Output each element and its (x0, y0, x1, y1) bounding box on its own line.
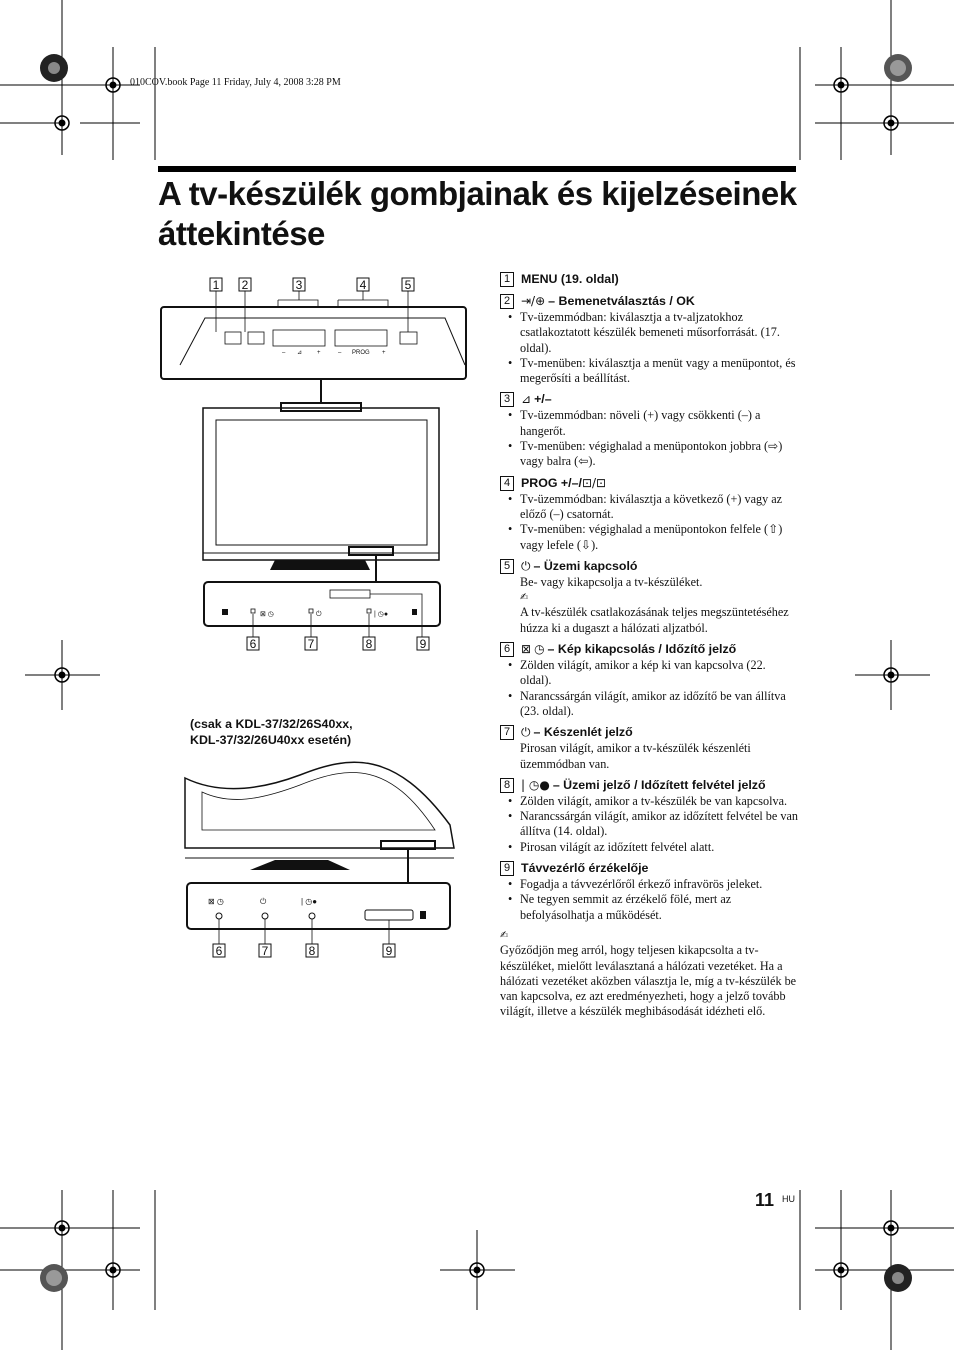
callout-9 (417, 637, 429, 651)
item-9: 9 Távvezérlő érzékelője • Fogadja a távvezérlőről érkező infravörös jeleket. • Ne tegyen semmit az érzékelő fölé, mert az befolyásolhatja a működését. (500, 860, 800, 923)
volume-icon: ⊿ (521, 392, 532, 407)
item-8: 8 | ◷● – Üzemi jelző / Időzített felvétel jelző • Zölden világít, amikor a tv-készülék be van kapcsolva. • Narancssárgán világít, amikor az időzített felvétel be van állítva (14. oldal). • Pirosan világít az időzített felvétel alatt. (500, 777, 800, 855)
svg-text:7: 7 (261, 944, 269, 958)
channel-up-down-icon: ⊡/⊡ (581, 475, 607, 490)
input-ok-icon: ⇥/⊕ (521, 294, 546, 308)
rec-icon: | ◷● (521, 777, 550, 792)
svg-text:⊿: ⊿ (297, 350, 303, 356)
svg-text:9: 9 (385, 944, 393, 958)
note-pencil-icon: ✍ (520, 592, 529, 604)
item-2: 2 ⇥/⊕ – Bemenetválasztás / OK • Tv-üzemmódban: kiválasztja a tv-aljzatokhoz csatlakoztatott készülék bemeneti műsorforrását. (17. oldal). • Tv-menüben: kiválasztja a menüt vagy a menüpontot, és megerősíti a beállítást. (500, 293, 800, 386)
callout-7b (259, 944, 271, 958)
power-icon: ⏻ (521, 558, 531, 573)
item-list (500, 271, 800, 1020)
callout-6b (213, 944, 225, 958)
book-header: 010COV.book Page 11 Friday, July 4, 2008 3:28 PM (130, 77, 341, 88)
svg-text:2: 2 (241, 278, 249, 292)
title-rule (158, 166, 796, 172)
callout-3 (293, 278, 305, 292)
svg-text:9: 9 (419, 637, 427, 651)
callout-2 (239, 278, 251, 292)
title-line-1: A tv-készülék gombjainak és kijelzéseinek (158, 175, 797, 212)
svg-text:PROG: PROG (352, 350, 370, 356)
item-5: 5 ⏻ – Üzemi kapcsoló Be- vagy kikapcsolja a tv-készüléket. ✍ A tv-készülék csatlakozásának teljes megszüntetéséhez húzza ki a dugaszt a hálózati aljzatból. (500, 558, 800, 636)
standby-icon: ⏻ (521, 725, 531, 740)
callout-1 (210, 278, 222, 292)
item-4: 4 PROG +/–/ ⊡/⊡ • Tv-üzemmódban: kiválasztja a következő (+) vagy az előző (–) csatornát. • Tv-menüben: végighalad a menüpontokon felfele (⇧) vagy lefele (⇩). (500, 475, 800, 553)
svg-text:7: 7 (307, 637, 315, 651)
svg-text:1: 1 (212, 278, 220, 292)
svg-text:8: 8 (308, 944, 316, 958)
svg-text:5: 5 (404, 278, 412, 292)
svg-text:| ◷●: | ◷● (301, 897, 318, 906)
callout-6 (247, 637, 259, 651)
callout-5 (402, 278, 414, 292)
svg-text:–: – (338, 350, 342, 356)
svg-text:+: + (317, 350, 321, 356)
svg-text:4: 4 (359, 278, 367, 292)
item-7: 7 ⏻ – Készenlét jelző Pirosan világít, amikor a tv-készülék készenléti üzemmódban van. (500, 724, 800, 772)
svg-text:6: 6 (215, 944, 223, 958)
callout-4 (357, 278, 369, 292)
note-pencil-icon-2: ✍ (500, 929, 509, 941)
svg-text:3: 3 (295, 278, 303, 292)
svg-text:+: + (382, 350, 386, 356)
tv-diagram (150, 270, 470, 970)
svg-text:⏻: ⏻ (316, 611, 322, 618)
svg-text:⊠ ◷: ⊠ ◷ (260, 611, 274, 618)
page-number: 11 (755, 1190, 775, 1210)
model-caption: (csak a KDL-37/32/26S40xx, KDL-37/32/26U40xx esetén) (190, 717, 353, 747)
callout-9b (383, 944, 395, 958)
svg-text:8: 8 (365, 637, 373, 651)
title-line-2: áttekintése (158, 215, 325, 252)
callout-8b (306, 944, 318, 958)
callout-7 (305, 637, 317, 651)
svg-text:6: 6 (249, 637, 257, 651)
item-3: 3 ⊿ +/– • Tv-üzemmódban: növeli (+) vagy csökkenti (–) a hangerőt. • Tv-menüben: végighalad a menüpontokon jobbra (⇨) vagy balra (⇦). (500, 391, 800, 469)
item-1: 1 MENU (19. oldal) (500, 271, 800, 288)
page-language: HU (782, 1194, 795, 1204)
svg-text:⏻: ⏻ (260, 897, 267, 906)
svg-text:⊠ ◷: ⊠ ◷ (208, 897, 224, 906)
svg-text:| ◷●: | ◷● (374, 611, 389, 618)
picture-off-icon: ⊠ (521, 642, 532, 657)
callout-8 (363, 637, 375, 651)
item-6: 6 ⊠ ◷ – Kép kikapcsolás / Időzítő jelző • Zölden világít, amikor a kép ki van kapcsolva (22. oldal). • Narancssárgán világít, amikor az időzítő be van állítva (23. oldal). (500, 641, 800, 719)
final-note: ✍ Győződjön meg arról, hogy teljesen kikapcsolta a tv-készüléket, mielőtt leválasztaná a hálózati vezetéket. Ha a hálózati vezetéket aközben választja le, míg a tv-készülék be van kapcsolva, ez azt eredményezheti, hogy a jelző tovább világít, illetve a készülék meghibásodását idézheti elő. (500, 928, 800, 1020)
page-title (158, 174, 798, 254)
svg-text:–: – (282, 350, 286, 356)
timer-icon: ◷ (534, 642, 545, 657)
